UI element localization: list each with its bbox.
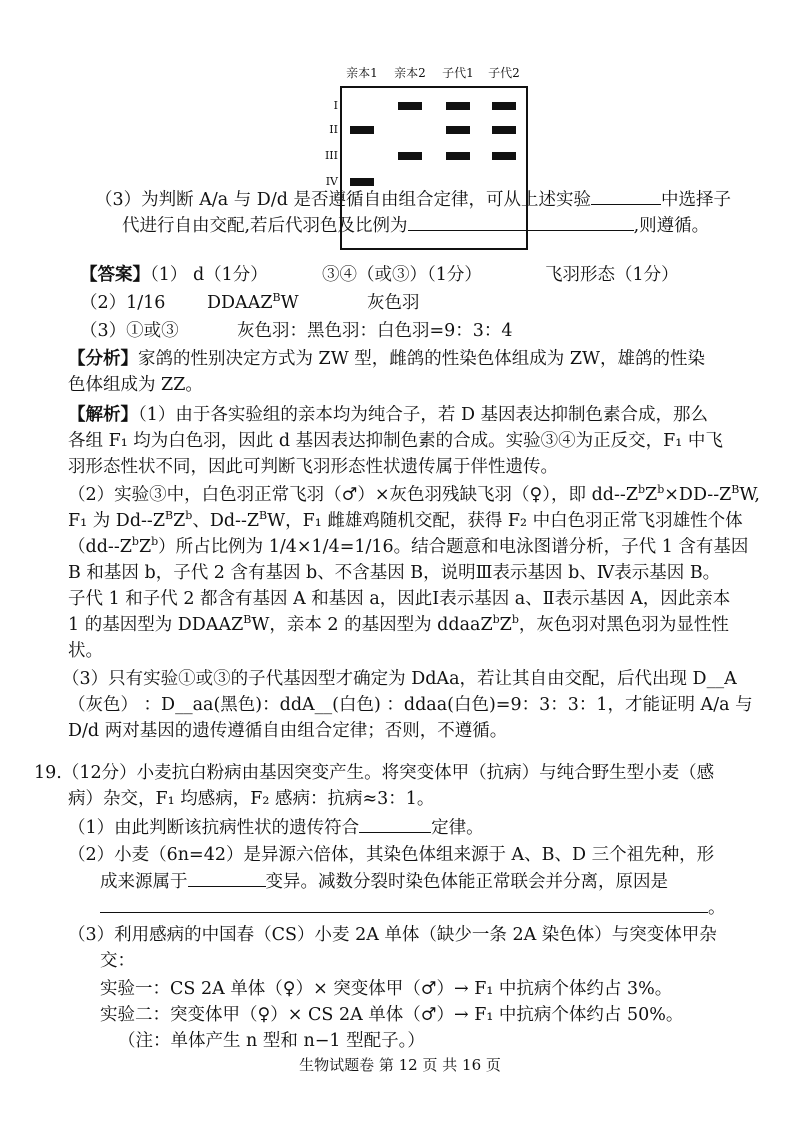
explain-line (68, 482, 760, 508)
superscript: b (151, 535, 159, 549)
superscript: B (243, 613, 252, 627)
explain-line: 子代 1 和子代 2 都含有基因 A 和基因 a，因此Ⅰ表示基因 a、Ⅱ表示基因 A，因此亲本 (68, 589, 731, 609)
gel-figure (324, 66, 544, 188)
q3-text: ,则遵循。 (633, 216, 710, 236)
genotype-text: W (280, 293, 299, 313)
genotype-text: DDAAZ (207, 293, 273, 313)
q3-text: 代进行自由交配,若后代羽色及比例为 (122, 216, 408, 236)
analysis-text: 家鸽的性别决定方式为 ZW 型，雌鸽的性染色体组成为 ZW，雄鸽的性染 (138, 349, 705, 369)
explain-text: W，F₁ 雌雄鸡随机交配，获得 F₂ 中白色羽正常飞羽雄性个体 (267, 511, 743, 531)
gel-band (446, 126, 470, 134)
gel-row-label: IV (325, 175, 338, 188)
gel-row-label: III (324, 149, 338, 162)
superscript: b (185, 509, 193, 523)
gel-band (398, 152, 422, 160)
superscript: b (492, 613, 500, 627)
explain-tag: 【解析】 (68, 405, 138, 425)
answer-line3b: 灰色羽：黑色羽：白色羽=9：3：4 (237, 321, 513, 341)
q19-line (68, 814, 484, 841)
explain-text: 、Dd--Z (192, 511, 260, 531)
gel-band (350, 178, 374, 186)
explain-text: F₁ 为 Dd--Z (68, 511, 166, 531)
explain-line (68, 402, 708, 428)
explain-text: W, (739, 485, 760, 505)
explain-text: ）所占比例为 1/4×1/4=1/16。结合题意和电泳图谱分析，子代 1 含有基因 (158, 537, 749, 557)
explain-line: 各组 F₁ 均为白色羽，因此 d 基因表达抑制色素的合成。实验③④为正反交，F₁ 中飞 (68, 431, 723, 451)
experiment-2: 实验二：突变体甲（♀）× CS 2A 单体（♂）→ F₁ 中抗病个体约占 50%。 (100, 1005, 684, 1025)
note: （注：单体产生 n 型和 n−1 型配子。） (118, 1031, 425, 1051)
analysis-line1 (68, 346, 705, 372)
gel-band (398, 102, 422, 110)
superscript: b (511, 613, 519, 627)
gel-band (492, 102, 516, 110)
q19-line: 交： (100, 951, 135, 971)
answer-line1c: 飞羽形态（1分） (545, 265, 679, 285)
q19-text: 成来源属于 (100, 872, 188, 892)
explain-text: 1 的基因型为 DDAAZ (68, 615, 244, 635)
q3-text: （3）为判断 A/a 与 D/d 是否遵循自由组合定律，可从上述实验 (95, 190, 591, 210)
gel-col-label: 子代1 (442, 66, 474, 80)
q19-line (100, 868, 668, 895)
q19-text: 。 (708, 898, 726, 918)
analysis-line2: 色体组成为 ZZ。 (68, 375, 203, 395)
answer-line1 (80, 262, 268, 288)
explain-text: W，亲本 2 的基因型为 ddaaZ (251, 615, 493, 635)
explain-line: （灰色） ：D__aa(黑色)：ddA__(白色) ：ddaa(白色)=9：3：3：1，才能证明 A/a 与 (68, 695, 753, 715)
gel-band (350, 126, 374, 134)
analysis-tag: 【分析】 (68, 349, 138, 369)
explain-text: （dd--Z (68, 537, 132, 557)
gel-band (446, 152, 470, 160)
answer-blank[interactable] (188, 868, 266, 887)
q19-text: 定律。 (431, 818, 484, 838)
explain-line (68, 612, 729, 638)
explain-text: ，灰色羽对黑色羽为显性性 (518, 615, 729, 635)
q19-line: 19.（12分）小麦抗白粉病由基因突变产生。将突变体甲（抗病）与纯合野生型小麦（感 (34, 763, 715, 783)
explain-line: 状。 (68, 641, 103, 661)
gel-col-label: 子代2 (488, 66, 520, 80)
explain-line (68, 534, 748, 560)
explain-text: Z (499, 615, 512, 635)
explain-line: 羽形态性状不同，因此可判断飞羽形态性状遗传属于伴性遗传。 (68, 457, 558, 477)
gel-band (492, 126, 516, 134)
q19-text: （1）由此判断该抗病性状的遗传符合 (68, 818, 360, 838)
answer-text: （1） d（1分） (150, 265, 268, 285)
q3-line2 (122, 212, 709, 239)
explain-line: （3）只有实验①或③的子代基因型才确定为 DdAa，若让其自由交配，后代出现 D__A (62, 669, 737, 689)
answer-blank[interactable] (359, 814, 431, 833)
q19-line: （2）小麦（6n=42）是异源六倍体，其染色体组来源于 A、B、D 三个祖先种，形 (68, 845, 715, 865)
explain-text: ×DD--Z (664, 485, 732, 505)
explain-text: Z (138, 537, 152, 557)
superscript: b (637, 483, 646, 497)
gel-col-label: 亲本1 (346, 66, 378, 80)
explain-text: （1）由于各实验组的亲本均为纯合子，若 D 基因表达抑制色素合成，那么 (138, 405, 709, 425)
explain-line: B 和基因 b，子代 2 含有基因 b、不含基因 B，说明Ⅲ表示基因 b、Ⅳ表示基因 B。 (68, 563, 721, 583)
superscript: B (165, 509, 174, 523)
q3-line1 (95, 186, 731, 213)
answer-blank[interactable] (591, 186, 661, 205)
gel-row-label: I (333, 99, 338, 112)
answer-blank[interactable] (408, 212, 634, 231)
superscript: B (259, 509, 268, 523)
answer-line1b: ③④（或③）（1分） (322, 265, 482, 285)
answer-line2c: 灰色羽 (367, 293, 420, 313)
answer-line2a: （2）1/16 (80, 293, 166, 313)
explain-line (68, 508, 743, 534)
explain-text: Z (645, 485, 658, 505)
q3-text: 中选择子 (660, 190, 731, 210)
experiment-1: 实验一：CS 2A 单体（♀）× 突变体甲（♂）→ F₁ 中抗病个体约占 3%。 (100, 979, 673, 999)
explain-line: D/d 两对基因的遗传遵循自由组合定律；否则，不遵循。 (68, 721, 508, 741)
superscript: b (657, 483, 665, 497)
answer-line3a: （3）①或③ (80, 321, 179, 341)
page-footer: 生物试题卷 第 12 页 共 16 页 (299, 1056, 501, 1074)
gel-row-label: II (329, 123, 338, 136)
gel-band (492, 152, 516, 160)
q19-line: 病）杂交，F₁ 均感病，F₂ 感病：抗病≈3：1。 (68, 789, 435, 809)
answer-tag: 【答案】 (80, 265, 150, 285)
superscript: b (131, 535, 139, 549)
superscript: B (272, 291, 281, 305)
explain-text: Z (173, 511, 186, 531)
answer-line2b (207, 290, 299, 316)
gel-band (446, 102, 470, 110)
gel-col-label: 亲本2 (394, 66, 426, 80)
q19-line (100, 894, 726, 921)
answer-blank[interactable] (100, 894, 708, 913)
explain-text: （2）实验③中，白色羽正常飞羽（♂）×灰色羽残缺飞羽（♀），即 dd--Z (68, 485, 638, 505)
q19-line: （3）利用感病的中国春（CS）小麦 2A 单体（缺少一条 2A 染色体）与突变体甲杂 (68, 925, 717, 945)
superscript: B (731, 483, 740, 497)
q19-text: 变异。减数分裂时染色体能正常联会并分离，原因是 (265, 872, 668, 892)
